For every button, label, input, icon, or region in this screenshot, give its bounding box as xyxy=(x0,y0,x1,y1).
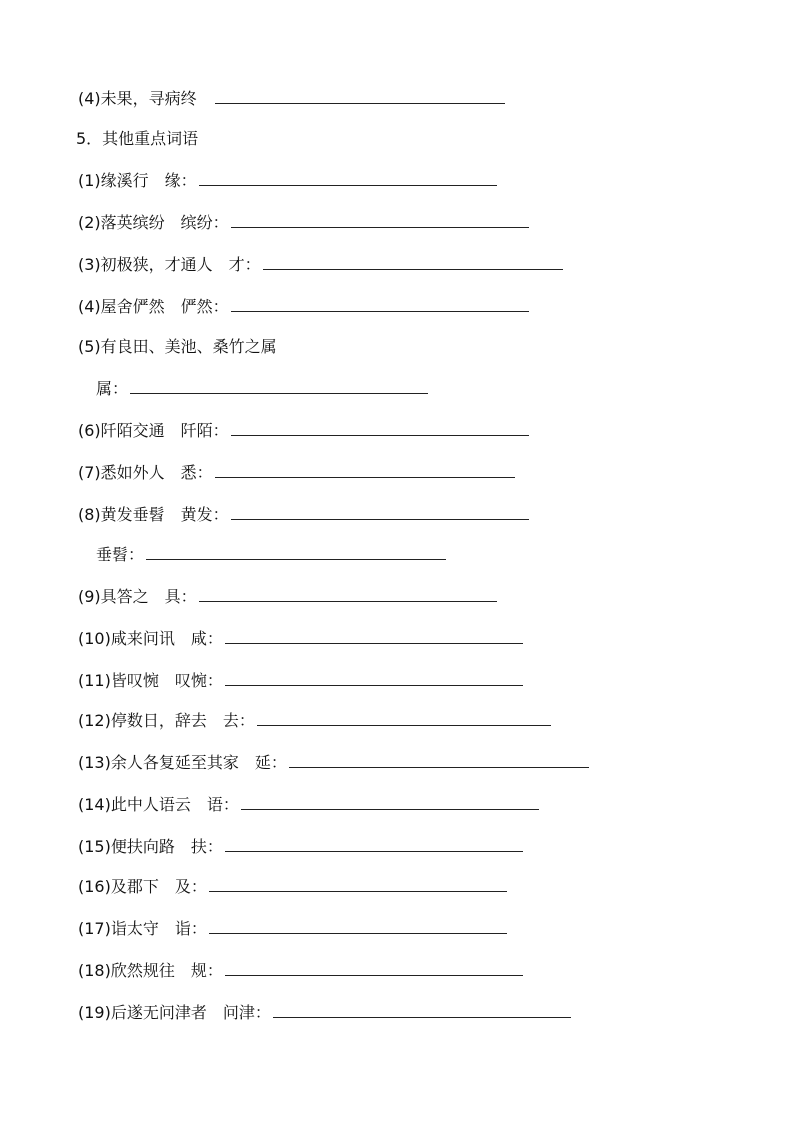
answer-blank[interactable] xyxy=(273,999,571,1018)
item-line xyxy=(78,832,523,862)
item-line xyxy=(78,790,539,820)
item-text: (11)皆叹惋 叹惋： xyxy=(78,671,223,690)
item-line xyxy=(78,332,277,362)
item-text: (18)欣然规往 规： xyxy=(78,961,223,980)
item-text: (17)诣太守 诣： xyxy=(78,919,207,938)
answer-blank[interactable] xyxy=(231,293,529,312)
item-text: (5)有良田、美池、桑竹之属 xyxy=(78,337,277,356)
item-line xyxy=(96,540,446,570)
answer-blank[interactable] xyxy=(225,833,523,852)
answer-blank[interactable] xyxy=(263,251,563,270)
item-line xyxy=(78,956,523,986)
item-text: 5．其他重点词语 xyxy=(76,129,199,148)
item-text: 属： xyxy=(96,379,129,398)
item-text: 垂髫： xyxy=(96,545,145,564)
item-line xyxy=(78,666,523,696)
answer-blank[interactable] xyxy=(215,85,505,104)
item-text: (1)缘溪行 缘： xyxy=(78,171,197,190)
item-line xyxy=(78,914,507,944)
section-heading xyxy=(76,124,198,154)
answer-blank[interactable] xyxy=(241,791,539,810)
item-line xyxy=(78,458,515,488)
item-text: (12)停数日，辞去 去： xyxy=(78,711,255,730)
item-line xyxy=(78,208,529,238)
answer-blank[interactable] xyxy=(209,873,507,892)
answer-blank[interactable] xyxy=(130,375,428,394)
answer-blank[interactable] xyxy=(231,417,529,436)
item-text: (2)落英缤纷 缤纷： xyxy=(78,213,229,232)
item-line xyxy=(78,624,523,654)
item-text: (6)阡陌交通 阡陌： xyxy=(78,421,229,440)
item-text: (9)具答之 具： xyxy=(78,587,197,606)
item-line xyxy=(78,84,505,114)
item-line xyxy=(78,872,507,902)
item-line xyxy=(78,998,571,1028)
item-line xyxy=(78,748,589,778)
item-line xyxy=(78,582,497,612)
answer-blank[interactable] xyxy=(225,957,523,976)
answer-blank[interactable] xyxy=(225,625,523,644)
item-text: (16)及郡下 及： xyxy=(78,877,207,896)
item-line xyxy=(78,416,529,446)
item-text: (4)屋舍俨然 俨然： xyxy=(78,297,229,316)
answer-blank[interactable] xyxy=(225,667,523,686)
answer-blank[interactable] xyxy=(146,541,446,560)
item-line xyxy=(78,706,551,736)
item-text: (8)黄发垂髫 黄发： xyxy=(78,505,229,524)
item-line xyxy=(78,500,529,530)
item-line xyxy=(78,166,497,196)
answer-blank[interactable] xyxy=(289,749,589,768)
answer-blank[interactable] xyxy=(215,459,515,478)
item-text: (14)此中人语云 语： xyxy=(78,795,239,814)
item-line xyxy=(78,250,563,280)
item-text: (4)未果，寻病终 xyxy=(78,89,213,108)
item-text: (15)便扶向路 扶： xyxy=(78,837,223,856)
answer-blank[interactable] xyxy=(199,167,497,186)
answer-blank[interactable] xyxy=(231,501,529,520)
answer-blank[interactable] xyxy=(209,915,507,934)
item-text: (19)后遂无问津者 问津： xyxy=(78,1003,271,1022)
item-text: (7)悉如外人 悉： xyxy=(78,463,213,482)
item-text: (3)初极狭，才通人 才： xyxy=(78,255,261,274)
item-text: (13)余人各复延至其家 延： xyxy=(78,753,287,772)
answer-blank[interactable] xyxy=(199,583,497,602)
item-line xyxy=(96,374,428,404)
item-line xyxy=(78,292,529,322)
answer-blank[interactable] xyxy=(231,209,529,228)
item-text: (10)咸来问讯 咸： xyxy=(78,629,223,648)
answer-blank[interactable] xyxy=(257,707,551,726)
